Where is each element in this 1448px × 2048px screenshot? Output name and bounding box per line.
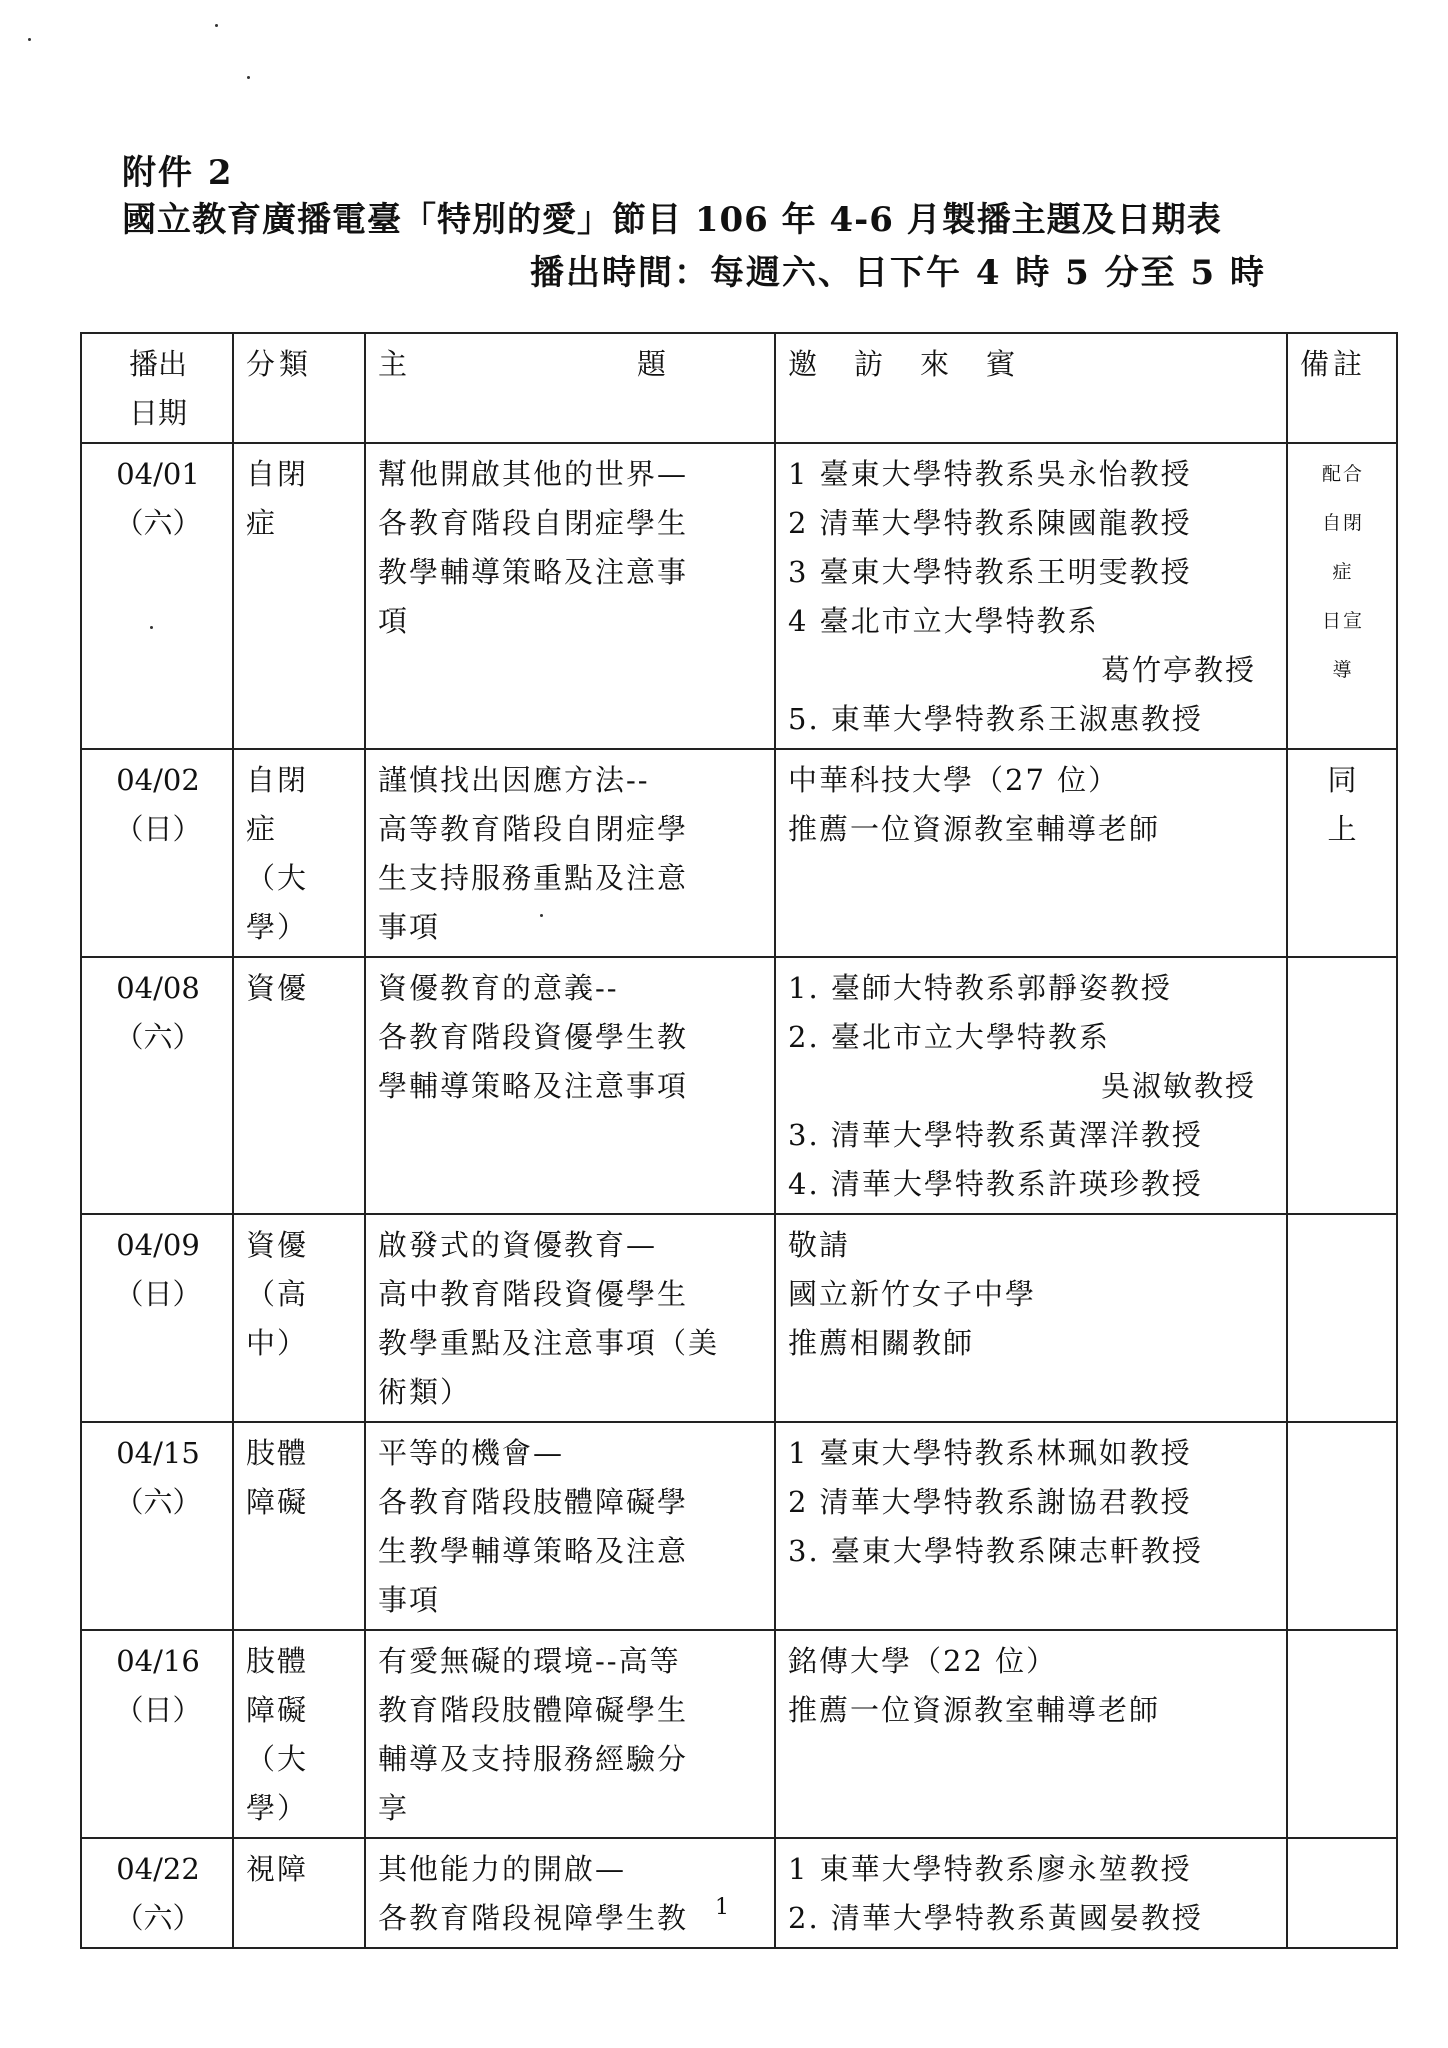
- subject-line: 事項: [378, 1583, 441, 1617]
- category-line: 資優: [246, 971, 309, 1005]
- guest-line: 3 臺東大學特教系王明雯教授: [788, 555, 1192, 589]
- header-guests: 邀 訪 來 賓: [775, 333, 1287, 443]
- category-line: 學）: [246, 910, 309, 944]
- cell-subject: [365, 1630, 775, 1838]
- header-remarks: 備註: [1287, 333, 1397, 443]
- guest-line: 推薦一位資源教室輔導老師: [788, 1693, 1161, 1727]
- attachment-label: 附件 2: [122, 153, 234, 193]
- guest-line: 1. 臺師大特教系郭靜姿教授: [788, 971, 1172, 1005]
- cell-category: [233, 1214, 365, 1422]
- scan-speck: [215, 24, 218, 27]
- cell-date: [81, 1630, 233, 1838]
- subject-line: 平等的機會—: [378, 1436, 565, 1470]
- guest-line: 中華科技大學（27 位）: [788, 763, 1120, 797]
- cell-remarks: [1287, 1214, 1397, 1422]
- cell-date: [81, 1838, 233, 1948]
- cell-guests: [775, 749, 1287, 957]
- cell-subject: [365, 749, 775, 957]
- cell-date: [81, 1214, 233, 1422]
- cell-guests: [775, 957, 1287, 1214]
- subject-line: 幫他開啟其他的世界—: [378, 457, 689, 491]
- table-body: [81, 443, 1397, 1948]
- category-line: 自閉: [246, 457, 309, 491]
- guest-line: 4 臺北市立大學特教系: [788, 604, 1099, 638]
- guest-line: 國立新竹女子中學: [788, 1277, 1037, 1311]
- guest-line: 1 東華大學特教系廖永堃教授: [788, 1852, 1192, 1886]
- cell-remarks: [1287, 1838, 1397, 1948]
- broadcast-day: （六）: [114, 1901, 202, 1935]
- cell-subject: [365, 443, 775, 749]
- guest-line: 銘傳大學（22 位）: [788, 1644, 1058, 1678]
- broadcast-day: （六）: [114, 506, 202, 540]
- category-line: 中）: [246, 1326, 309, 1360]
- cell-category: [233, 443, 365, 749]
- category-line: 肢體: [246, 1644, 309, 1678]
- remark-line: 同: [1327, 763, 1359, 797]
- table-row: [81, 749, 1397, 957]
- subject-line: 高等教育階段自閉症學: [378, 812, 689, 846]
- category-line: 自閉: [246, 763, 309, 797]
- broadcast-day: （日）: [114, 812, 202, 846]
- cell-date: [81, 443, 233, 749]
- cell-remarks: [1287, 1630, 1397, 1838]
- cell-date: [81, 957, 233, 1214]
- subject-line: 項: [378, 604, 410, 638]
- guest-line: 2 清華大學特教系謝協君教授: [788, 1485, 1192, 1519]
- cell-category: [233, 957, 365, 1214]
- scan-speck: [247, 76, 250, 79]
- scan-speck: [540, 914, 543, 917]
- subject-line: 各教育階段視障學生教: [378, 1901, 689, 1935]
- broadcast-date: 04/15: [116, 1436, 200, 1470]
- subject-line: 輔導及支持服務經驗分: [378, 1742, 689, 1776]
- cell-remarks: [1287, 443, 1397, 749]
- table-header-row: [81, 333, 1397, 443]
- cell-remarks: [1287, 749, 1397, 957]
- cell-guests: [775, 1214, 1287, 1422]
- subject-line: 各教育階段資優學生教: [378, 1020, 689, 1054]
- broadcast-date: 04/02: [116, 763, 200, 797]
- guest-line: 1 臺東大學特教系林珮如教授: [788, 1436, 1192, 1470]
- header-subject: [365, 333, 775, 443]
- cell-date: [81, 749, 233, 957]
- category-line: 症: [246, 506, 278, 540]
- category-line: 視障: [246, 1852, 309, 1886]
- subject-line: 其他能力的開啟—: [378, 1852, 627, 1886]
- scan-speck: [28, 38, 31, 41]
- subject-line: 啟發式的資優教育—: [378, 1228, 658, 1262]
- cell-date: [81, 1422, 233, 1630]
- cell-category: [233, 1630, 365, 1838]
- subject-line: 教學重點及注意事項（美: [378, 1326, 720, 1360]
- guest-line: 3. 臺東大學特教系陳志軒教授: [788, 1534, 1203, 1568]
- subject-line: 生教學輔導策略及注意: [378, 1534, 689, 1568]
- subject-line: 術類）: [378, 1375, 472, 1409]
- guest-line: 2. 臺北市立大學特教系: [788, 1020, 1110, 1054]
- table-row: [81, 1214, 1397, 1422]
- subject-line: 學輔導策略及注意事項: [378, 1069, 689, 1103]
- guest-line: 2 清華大學特教系陳國龍教授: [788, 506, 1192, 540]
- header-category: 分類: [233, 333, 365, 443]
- broadcast-date: 04/22: [116, 1852, 200, 1886]
- category-line: 學）: [246, 1791, 309, 1825]
- broadcast-date: 04/01: [116, 457, 200, 491]
- table-row: [81, 957, 1397, 1214]
- broadcast-day: （日）: [114, 1693, 202, 1727]
- table-row: [81, 1630, 1397, 1838]
- remark-line: 日宣: [1321, 610, 1364, 632]
- header-subject-right: 題: [637, 347, 667, 381]
- category-line: （大: [246, 861, 309, 895]
- broadcast-day: （六）: [114, 1485, 202, 1519]
- category-line: 障礙: [246, 1485, 309, 1519]
- remark-line: 上: [1327, 812, 1359, 846]
- subject-line: 各教育階段肢體障礙學: [378, 1485, 689, 1519]
- remark-line: 配合: [1321, 463, 1364, 485]
- cell-guests: [775, 1630, 1287, 1838]
- broadcast-date: 04/08: [116, 971, 200, 1005]
- subject-line: 事項: [378, 910, 441, 944]
- category-line: （大: [246, 1742, 309, 1776]
- subject-line: 享: [378, 1791, 410, 1825]
- header-subject-left: 主: [378, 347, 408, 381]
- subject-line: 教育階段肢體障礙學生: [378, 1693, 689, 1727]
- guest-line: 3. 清華大學特教系黃澤洋教授: [788, 1118, 1203, 1152]
- guest-line: 2. 清華大學特教系黃國晏教授: [788, 1901, 1203, 1935]
- cell-subject: [365, 1422, 775, 1630]
- cell-category: [233, 1422, 365, 1630]
- remark-line: 自閉: [1321, 512, 1364, 534]
- header-date-line1: 播出: [128, 347, 187, 381]
- header-date: [81, 333, 233, 443]
- guest-line: 敬請: [788, 1228, 851, 1262]
- guest-line: 推薦相關教師: [788, 1326, 975, 1360]
- cell-subject: [365, 1838, 775, 1948]
- cell-guests: [775, 443, 1287, 749]
- scan-speck: [150, 626, 153, 629]
- cell-category: [233, 749, 365, 957]
- guest-line: 4. 清華大學特教系許瑛珍教授: [788, 1167, 1203, 1201]
- table-row: [81, 443, 1397, 749]
- subject-line: 謹慎找出因應方法--: [378, 763, 650, 797]
- broadcast-date: 04/16: [116, 1644, 200, 1678]
- cell-guests: [775, 1422, 1287, 1630]
- document-title: 國立教育廣播電臺「特別的愛」節目 106 年 4-6 月製播主題及日期表: [122, 200, 1222, 240]
- remark-line: 症: [1332, 561, 1354, 583]
- header-date-line2: 日期: [128, 396, 187, 430]
- cell-guests: [775, 1838, 1287, 1948]
- table-row: [81, 1422, 1397, 1630]
- cell-remarks: [1287, 1422, 1397, 1630]
- category-line: （高: [246, 1277, 309, 1311]
- category-line: 肢體: [246, 1436, 309, 1470]
- cell-subject: [365, 1214, 775, 1422]
- broadcast-time: 播出時間：每週六、日下午 4 時 5 分至 5 時: [530, 253, 1266, 293]
- remark-line: 導: [1332, 659, 1354, 681]
- cell-category: [233, 1838, 365, 1948]
- cell-subject: [365, 957, 775, 1214]
- guest-line: 推薦一位資源教室輔導老師: [788, 812, 1161, 846]
- guest-line: 吳淑敏教授: [1100, 1069, 1256, 1103]
- broadcast-day: （六）: [114, 1020, 202, 1054]
- subject-line: 高中教育階段資優學生: [378, 1277, 689, 1311]
- category-line: 障礙: [246, 1693, 309, 1727]
- broadcast-date: 04/09: [116, 1228, 200, 1262]
- guest-line: 5. 東華大學特教系王淑惠教授: [788, 702, 1203, 736]
- page-number: 1: [715, 1895, 729, 1920]
- subject-line: 有愛無礙的環境--高等: [378, 1644, 681, 1678]
- subject-line: 資優教育的意義--: [378, 971, 619, 1005]
- category-line: 資優: [246, 1228, 309, 1262]
- guest-line: 葛竹亭教授: [1100, 653, 1256, 687]
- subject-line: 生支持服務重點及注意: [378, 861, 689, 895]
- category-line: 症: [246, 812, 278, 846]
- table-row: [81, 1838, 1397, 1948]
- schedule-table: [80, 332, 1398, 1949]
- guest-line: 1 臺東大學特教系吳永怡教授: [788, 457, 1192, 491]
- cell-remarks: [1287, 957, 1397, 1214]
- subject-line: 教學輔導策略及注意事: [378, 555, 689, 589]
- subject-line: 各教育階段自閉症學生: [378, 506, 689, 540]
- broadcast-day: （日）: [114, 1277, 202, 1311]
